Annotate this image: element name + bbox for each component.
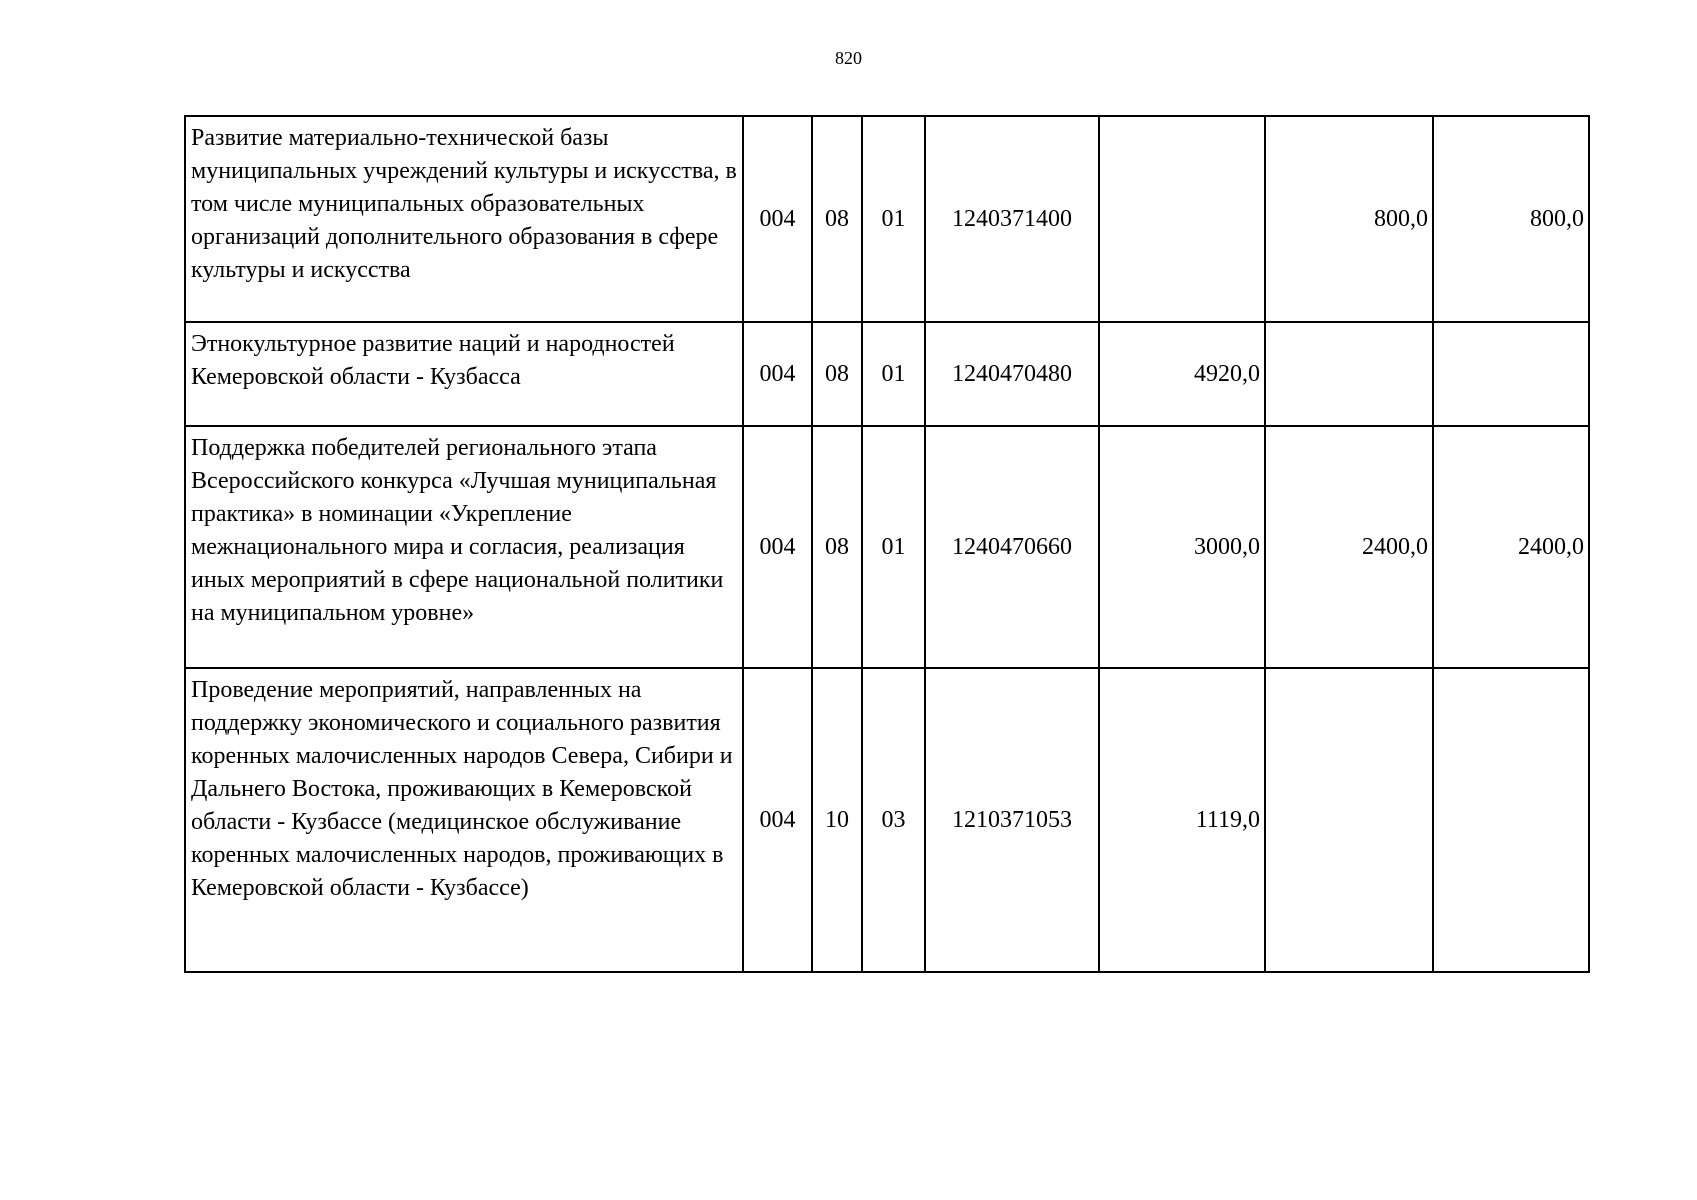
year1-amount-cell: 3000,0 — [1099, 426, 1265, 668]
section-code-cell: 08 — [812, 322, 862, 426]
row-name-cell: Проведение мероприятий, направленных на поддержку экономического и социального развития коренных малочисленных народов Севера, Сибири и Дальнего Востока, проживающих в Кемеровской области - Кузбассе (медицинское обслуживание коренных малочисленных народов, проживающих в Кемеровской области - Кузбассе) — [185, 668, 743, 972]
year3-amount-cell: 2400,0 — [1433, 426, 1589, 668]
subsection-code-cell: 01 — [862, 322, 925, 426]
year1-amount-cell: 4920,0 — [1099, 322, 1265, 426]
year1-amount-cell: 1119,0 — [1099, 668, 1265, 972]
row-name-cell: Поддержка победителей регионального этапа Всероссийского конкурса «Лучшая муниципальная практика» в номинации «Укрепление межнационального мира и согласия, реализация иных мероприятий в сфере национальной политики на муниципальном уровне» — [185, 426, 743, 668]
ministry-code-cell: 004 — [743, 426, 812, 668]
page-number: 820 — [835, 48, 862, 68]
budget-table — [184, 115, 1590, 973]
table-row — [185, 322, 1589, 426]
year2-amount-cell: 2400,0 — [1265, 426, 1433, 668]
ministry-code-cell: 004 — [743, 116, 812, 322]
year2-amount-cell — [1265, 322, 1433, 426]
subsection-code-cell: 01 — [862, 426, 925, 668]
row-name-cell: Этнокультурное развитие наций и народностей Кемеровской области - Кузбасса — [185, 322, 743, 426]
target-code-cell: 1240470660 — [925, 426, 1099, 668]
table-row — [185, 668, 1589, 972]
year3-amount-cell — [1433, 668, 1589, 972]
table-row — [185, 116, 1589, 322]
section-code-cell: 10 — [812, 668, 862, 972]
year2-amount-cell — [1265, 668, 1433, 972]
section-code-cell: 08 — [812, 116, 862, 322]
subsection-code-cell: 01 — [862, 116, 925, 322]
year3-amount-cell — [1433, 322, 1589, 426]
row-name-cell: Развитие материально-технической базы муниципальных учреждений культуры и искусства, в том числе муниципальных образовательных организаций дополнительного образования в сфере культуры и искусства — [185, 116, 743, 322]
ministry-code-cell: 004 — [743, 668, 812, 972]
ministry-code-cell: 004 — [743, 322, 812, 426]
year3-amount-cell: 800,0 — [1433, 116, 1589, 322]
subsection-code-cell: 03 — [862, 668, 925, 972]
year1-amount-cell — [1099, 116, 1265, 322]
section-code-cell: 08 — [812, 426, 862, 668]
target-code-cell: 1210371053 — [925, 668, 1099, 972]
year2-amount-cell: 800,0 — [1265, 116, 1433, 322]
target-code-cell: 1240371400 — [925, 116, 1099, 322]
target-code-cell: 1240470480 — [925, 322, 1099, 426]
table-row — [185, 426, 1589, 668]
